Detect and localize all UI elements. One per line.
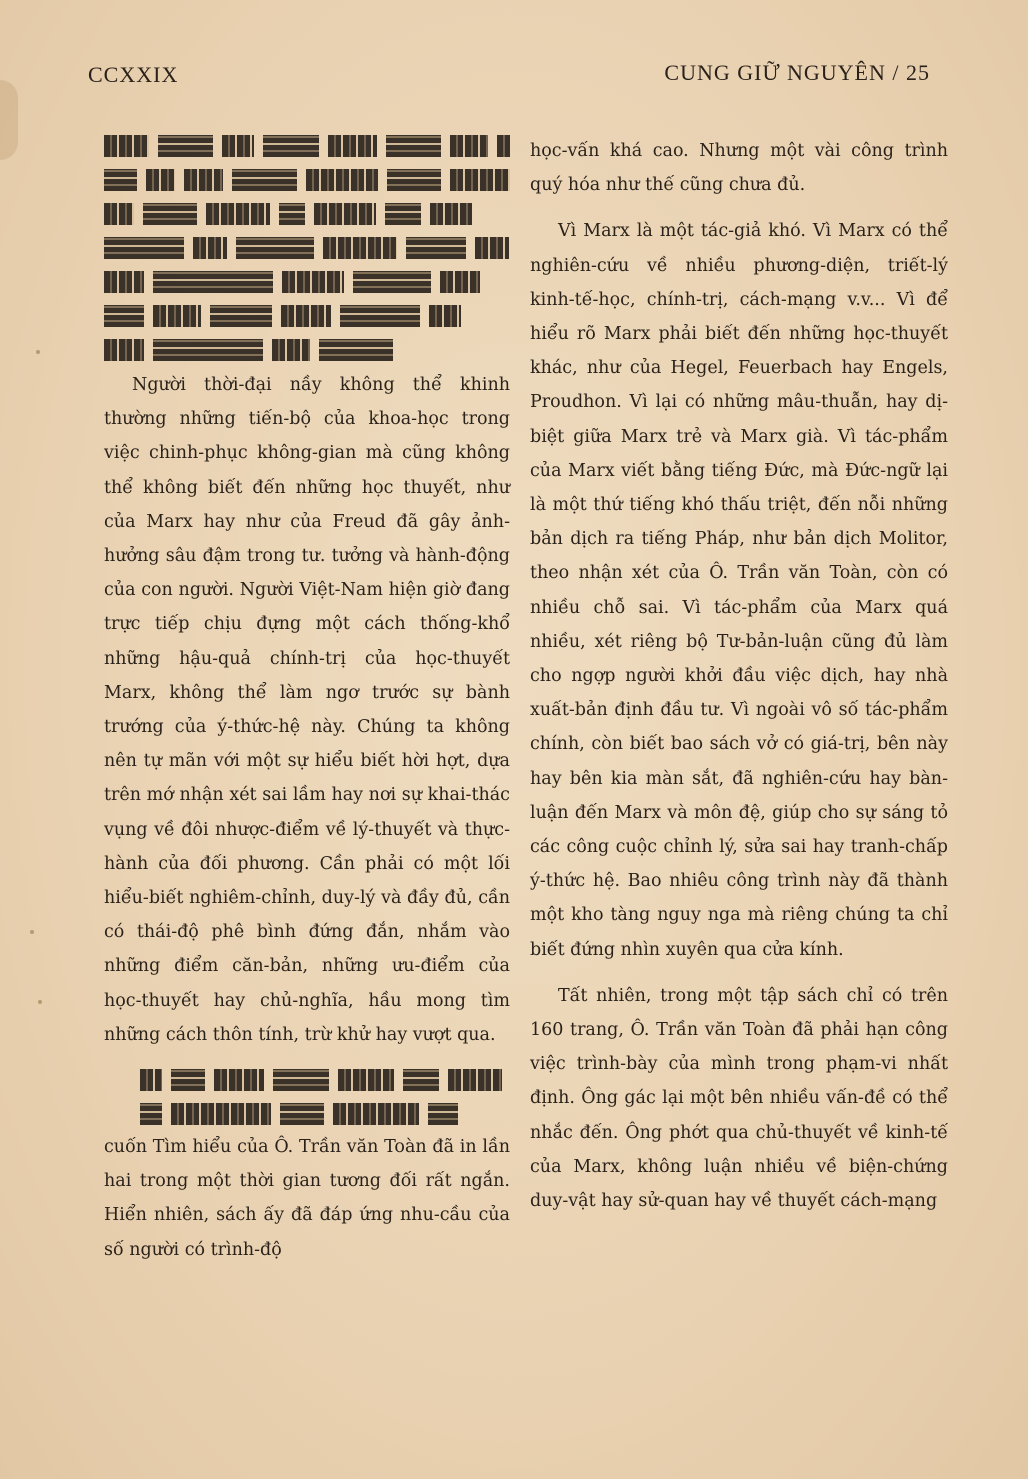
redacted-text-block	[104, 134, 510, 362]
paragraph: Vì Marx là một tác-giả khó. Vì Marx có thể nghiên-cứu về nhiều phương-diện, triết-lý kinh-tế-học, chính-trị, cách-mạng v.v... Vì để hiểu rõ Marx phải biết đến những học-thuyết khác, như của Hegel, Feuerbach hay Engels, Proudhon. Vì lại có những mâu-thuẫn, hay dị-biệt giữa Marx trẻ và Marx già. Vì tác-phẩm của Marx viết bằng tiếng Đức, mà Đức-ngữ lại là một thứ tiếng khó thấu triệt, đến nỗi những bản dịch ra tiếng Pháp, như bản dịch Molitor, theo nhận xét của Ô. Trần văn Toàn, còn có nhiều chỗ sai. Vì tác-phẩm của Marx quá nhiều, xét riêng bộ Tư-bản-luận cũng đủ làm cho ngợp người khởi đầu việc dịch, hay nhà xuất-bản định đầu tư. Vì ngoài vô số tác-phẩm chính, còn biết bao sách vở có giá-trị, bên này hay bên kia màn sắt, đã nghiên-cứu hay bàn-luận đến Marx và môn đệ, giúp cho sự sáng tỏ các công cuộc chỉnh lý, sửa sai hay tranh-chấp ý-thức hệ. Bao nhiêu công trình này đã thành một kho tàng nguy nga mà riêng chúng ta chỉ biết đứng nhìn xuyên qua cửa kính.	[530, 221, 948, 960]
paragraph: học-vấn khá cao. Nhưng một vài công trình quý hóa như thế cũng chưa đủ.	[530, 141, 948, 196]
paper-speck	[30, 930, 34, 934]
paragraph: Người thời-đại nầy không thể khinh thường những tiến-bộ của khoa-học trong việc chinh-phục không-gian mà cũng không thể không biết đến những học thuyết, như của Marx hay như của Freud đã gây ảnh-hưởng sâu đậm trong tư. tưởng và hành-động của con người. Người Việt-Nam hiện giờ đang trực tiếp chịu đựng một cách thống-khổ những hậu-quả chính-trị của học-thuyết Marx, không thể làm ngơ trước sự bành trướng của ý-thức-hệ này. Chúng ta không nên tự mãn với một sự hiểu biết hời hợt, dựa trên mớ nhận xét sai lầm hay nơi sự khai-thác vụng về đôi nhược-điểm về lý-thuyết và thực-hành của đối phương. Cần phải có một lối hiểu-biết nghiêm-chỉnh, duy-lý và đầy đủ, cần có thái-độ phê bình đứng đắn, nhắm vào những điểm căn-bản, những ưu-điểm của học-thuyết hay chủ-nghĩa, hầu mong tìm những cách thôn tính, trừ khử hay vượt qua.	[104, 375, 510, 1045]
left-column	[104, 134, 510, 1267]
right-column	[530, 134, 948, 1218]
paper-speck	[36, 350, 40, 354]
running-header-right: CUNG GIỮ NGUYÊN / 25	[664, 60, 930, 85]
redacted-text-block	[104, 1068, 510, 1126]
paragraph: cuốn Tìm hiểu của Ô. Trần văn Toàn đã in lần hai trong một thời gian tương đối rất ngắn. Hiển nhiên, sách ấy đã đáp ứng nhu-cầu của số người có trình-độ	[104, 1137, 510, 1260]
paragraph: Tất nhiên, trong một tập sách chỉ có trên 160 trang, Ô. Trần văn Toàn đã phải hạn công việc trình-bày của mình trong phạm-vi nhất định. Ông gác lại một bên nhiều vấn-đề có thể nhắc đến. Ông phớt qua chủ-thuyết về kinh-tế của Marx, không luận nhiều về biện-chứng duy-vật hay sử-quan hay về thuyết cách-mạng	[530, 985, 948, 1212]
running-header-left: CCXXIX	[88, 62, 179, 87]
paper-stain	[0, 80, 18, 160]
paper-speck	[38, 1000, 42, 1004]
